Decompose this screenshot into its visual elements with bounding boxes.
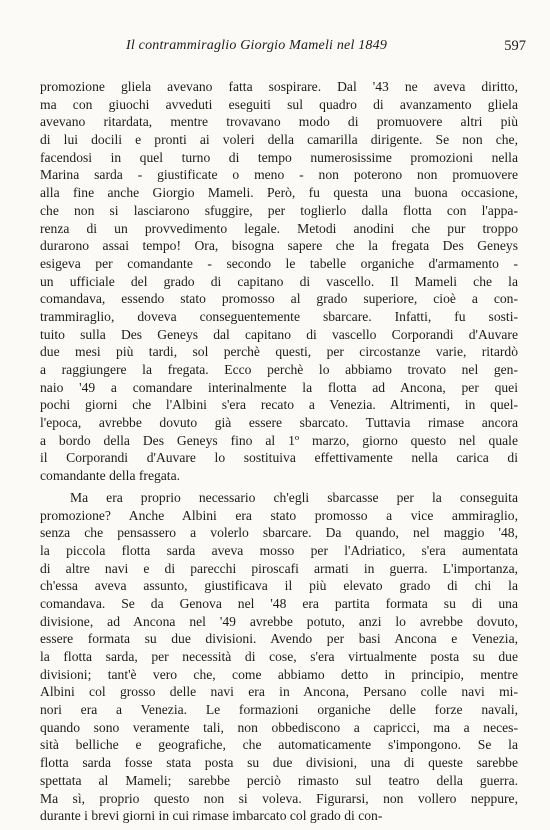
text-line: divisione, ad Ancona nel '49 avrebbe potuto, anzi lo avrebbe dovuto, [40, 613, 518, 629]
running-title: Il contrammiraglio Giorgio Mameli nel 1849 [126, 38, 388, 53]
text-line: senza che pensassero a volerlo sbarcare. Da quando, nel maggio '48, [40, 525, 518, 541]
paragraph-2 [40, 489, 518, 825]
text-line: quando sono veramente tali, non obbediscono a capricci, ma a neces- [40, 719, 518, 735]
text-line: spettata al Mameli; sarebbe perciò rimasto sul teatro della guerra. [40, 772, 518, 788]
text-line: durante i brevi giorni in cui rimase imbarcato col grado di con- [40, 808, 383, 824]
text-line: trammiraglio, doveva conseguentemente sbarcare. Infatti, fu sosti- [40, 308, 518, 324]
paragraph-1 [40, 78, 518, 485]
text-line: di altre navi e di parecchi piroscafi armati in guerra. L'importanza, [40, 560, 518, 576]
text-line: flotta sarda fosse stata posta su due divisioni, una di queste sarebbe [40, 755, 518, 771]
text-line: a raggiungere la fregata. Ecco perchè lo abbiamo trovato nel gen- [40, 362, 518, 377]
text-line: divisioni; tant'è vero che, come abbiamo detto in principio, mentre [40, 666, 518, 682]
text-line: essere formata su due divisioni. Avendo per basi Ancona e Venezia, [40, 631, 518, 647]
text-line: comandante della fregata. [40, 468, 181, 484]
text-line: Ma era proprio necessario ch'egli sbarcasse per la conseguita [70, 489, 518, 505]
text-line: facendosi in quel turno di tempo numerosissime promozioni nella [40, 149, 518, 165]
text-line: di lui docili e pronti ai voleri della camarilla dirigente. Se non che, [40, 132, 518, 148]
text-line: durarono assai tempo! Ora, bisogna sapere che la fregata Des Geneys [40, 238, 518, 254]
text-line: promozione? Anche Albini era stato promosso a vice ammiraglio, [40, 507, 518, 523]
text-line: comandava. Se da Genova nel '48 era partita formata su di una [40, 595, 518, 611]
text-line: Ma sì, proprio questo non si voleva. Figurarsi, non vollero neppure, [40, 790, 518, 806]
text-line: tuito sulla Des Geneys dal capitano di vascello Corporandi d'Auvare [40, 326, 518, 342]
text-line: alla fine anche Giorgio Mameli. Però, fu questa una buona occasione, [40, 185, 518, 201]
text-line: l'epoca, avrebbe dovuto già essere sbarcato. Tuttavia rimase ancora [40, 415, 518, 431]
text-line: ma con giuochi avveduti eseguiti sul quadro di avanzamento gliela [40, 96, 518, 112]
text-line: a bordo della Des Geneys fino al 1º marzo, giorno questo nel quale [40, 432, 518, 448]
text-line: pochi giorni che l'Albini s'era recato a Venezia. Altrimenti, in quel- [40, 397, 518, 413]
page-header [38, 38, 528, 58]
text-line: Albini col grosso delle navi era in Ancona, Persano colle navi mi- [40, 684, 518, 700]
page-number: 597 [504, 38, 526, 54]
text-line: che non si lasciarono sfuggire, per toglierlo dalla flotta con l'appa- [40, 202, 518, 218]
text-line: un ufficiale del grado di capitano di vascello. Il Mameli che la [40, 273, 518, 289]
text-line: promozione gliela avevano fatta sospirare. Dal '43 ne aveva diritto, [40, 79, 518, 94]
text-line: comandava, essendo stato promosso al grado superiore, cioè a con- [40, 291, 518, 307]
text-line: la flotta sarda, per necessità di cose, s'era virtualmente posta su due [40, 649, 518, 664]
text-line: ch'essa aveva assunto, giustificava il più elevato grado di chi la [40, 578, 518, 594]
text-line: naio '49 a comandare interinalmente la flotta ad Ancona, per quei [40, 379, 518, 395]
text-line: sità belliche e geografiche, che automaticamente s'impongono. Se la [40, 737, 518, 753]
text-line: Marina sarda - giustificate o meno - non poterono non promuovere [40, 167, 518, 183]
text-line: esigeva per comandante - secondo le tabelle organiche d'armamento - [40, 255, 518, 271]
text-line: due mesi più tardi, sol perchè questi, per circostanze varie, ritardò [40, 344, 518, 360]
text-line: avevano ritardata, mentre trovavano modo di promuovere altri più [40, 114, 518, 130]
text-line: la piccola flotta sarda aveva mosso per l'Adriatico, s'era aumentata [40, 542, 518, 558]
page-body [40, 78, 518, 825]
text-line: renza di un provvedimento legale. Metodi anodini che pur troppo [40, 220, 518, 236]
text-line: il Corporandi d'Auvare lo sostituiva effettivamente nella carica di [40, 450, 518, 466]
text-line: nori era a Venezia. Le formazioni organiche delle forze navali, [40, 702, 518, 718]
